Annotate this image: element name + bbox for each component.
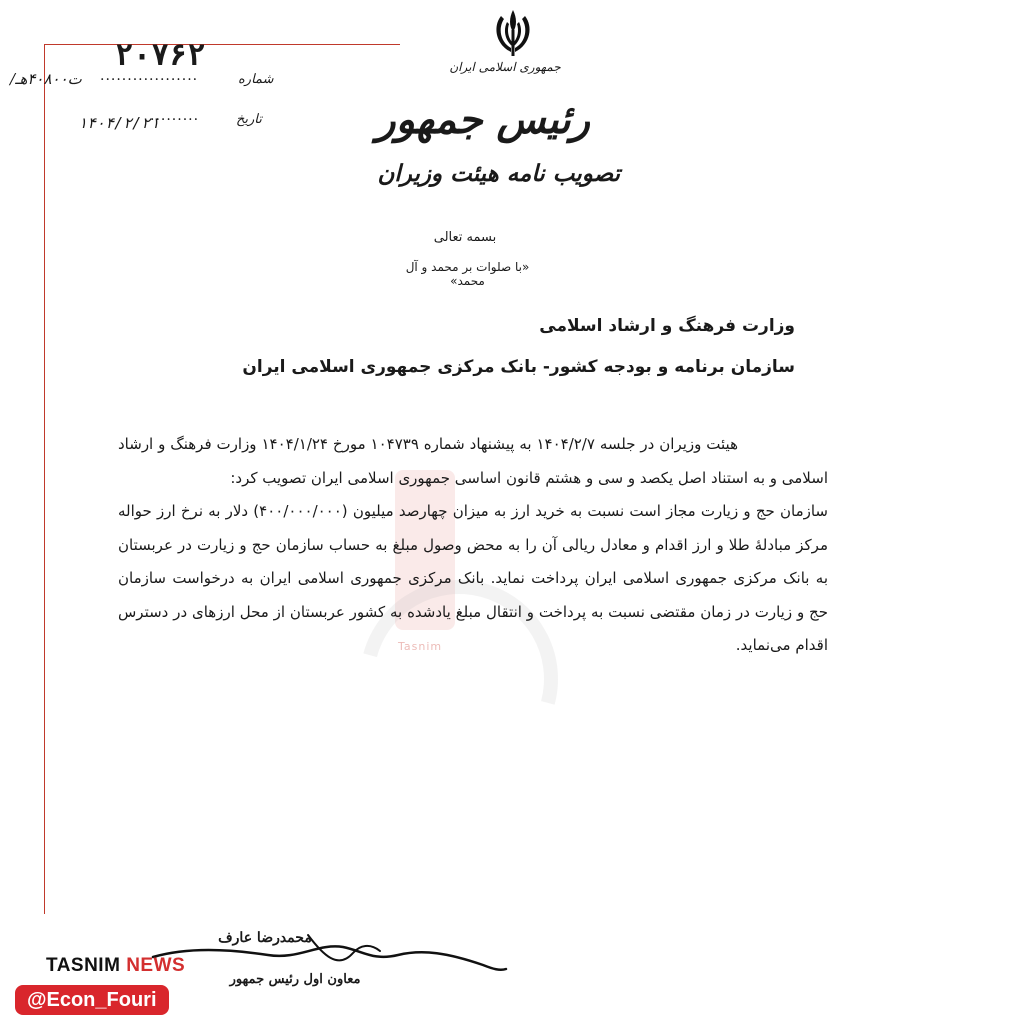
date-dots: ......... xyxy=(150,108,200,124)
channel-handle-badge: @Econ_Fouri xyxy=(15,985,169,1015)
tasnim-news-logo xyxy=(46,955,185,977)
body-paragraph-2: سازمان حج و زیارت مجاز است نسبت به خرید ارز به میزان چهارصد میلیون (۴۰۰/۰۰۰/۰۰۰) دلار به نرخ ارز حواله مرکز مبادلهٔ طلا و ارز اقدام و معادل ریالی آن را به محض وصول مبلغ به حساب سازمان حج و زیارت در عربستان به بانک مرکزی جمهوری اسلامی ایران پرداخت نماید. بانک مرکزی جمهوری اسلامی ایران به درخواست سازمان حج و زیارت در زمان مقتضی نسبت به پرداخت و انتقال مبلغ یادشده به کشور عربستان از محل ارزهای در دسترس اقدام می‌نماید. xyxy=(118,502,829,654)
brand-news: NEWS xyxy=(126,955,186,976)
date-label: تاریخ xyxy=(236,112,262,127)
header-decree-title: تصویب نامه هیئت وزیران xyxy=(377,160,620,187)
signatory-name: محمدرضا عارف xyxy=(218,930,312,946)
watermark-label: Tasnim xyxy=(398,640,443,653)
bismillah: بسمه تعالی xyxy=(433,230,497,245)
number-value: /ت۴۰۸۰۰هـ xyxy=(10,70,82,88)
date-value: ۱۴۰۴/۲/۲۱ xyxy=(78,114,160,132)
addressee-organizations: سازمان برنامه و بودجه کشور- بانک مرکزی جمهوری اسلامی ایران xyxy=(242,357,795,377)
signatory-title: معاون اول رئیس جمهور xyxy=(229,972,361,987)
brand-tasnim: TASNIM xyxy=(46,955,121,976)
margin-line-top xyxy=(44,44,400,45)
stamp-number: ۲۰۷۶۲ xyxy=(115,38,206,73)
margin-line-left xyxy=(44,44,45,914)
iran-emblem-icon xyxy=(485,6,541,62)
header-country: جمهوری اسلامی ایران xyxy=(449,60,561,74)
body-paragraph-1: هیئت وزیران در جلسه ۱۴۰۴/۲/۷ به پیشنهاد شماره ۱۰۴۷۳۹ مورخ ۱۴۰۴/۱/۲۴ وزارت فرهنگ و ارشاد اسلامی و به استناد اصل یکصد و سی و هشتم قانون اساسی جمهوری اسلامی ایران تصویب کرد: xyxy=(118,435,828,487)
number-label: شماره xyxy=(238,72,274,87)
salawat: «با صلوات بر محمد و آل محمد» xyxy=(405,260,530,288)
addressee-ministry: وزارت فرهنگ و ارشاد اسلامی xyxy=(539,316,795,336)
header-office: رئیس جمهور xyxy=(376,96,590,143)
decree-body xyxy=(118,428,828,663)
number-dots: .................. xyxy=(100,68,199,84)
